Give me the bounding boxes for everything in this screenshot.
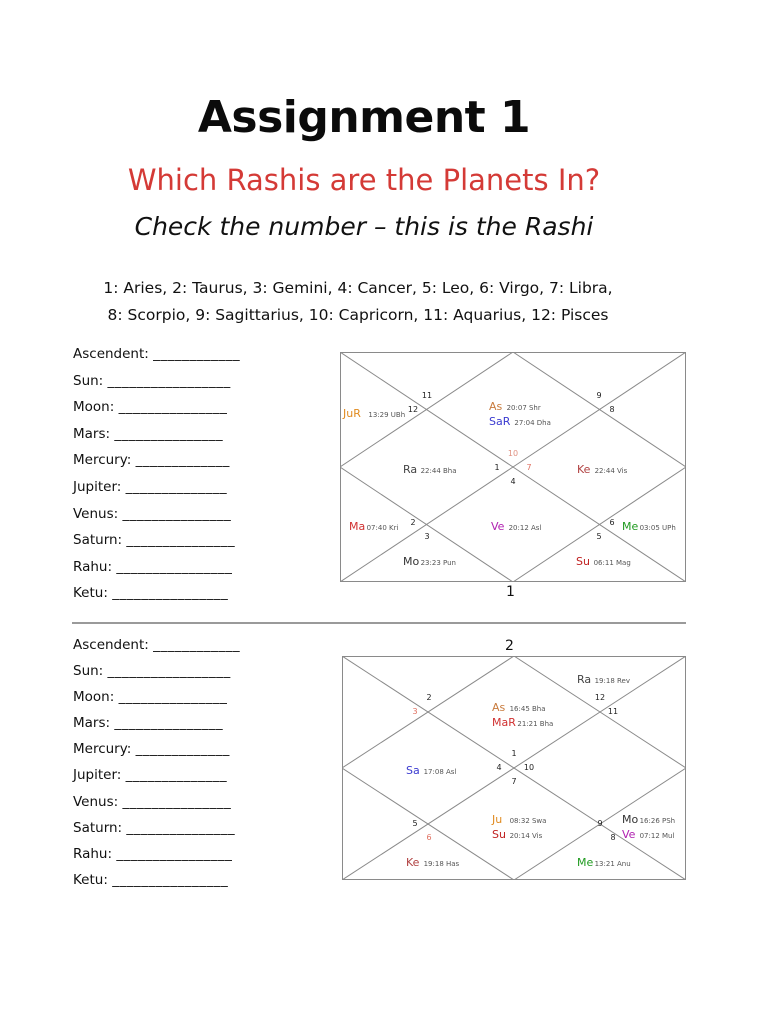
planet-detail: 20:07 Shr	[506, 404, 541, 412]
planet-as: As	[492, 701, 506, 714]
planet-ra: Ra	[577, 673, 592, 686]
house-number: 2	[426, 693, 432, 702]
section-divider	[72, 622, 686, 624]
planet-ve: Ve	[622, 828, 636, 841]
house-number: 1	[494, 463, 500, 472]
house-number: 12	[407, 405, 419, 414]
house-number: 6	[609, 518, 615, 527]
planet-ma: Ma	[349, 520, 366, 533]
question-sun[interactable]: Sun: _________________	[73, 663, 231, 680]
question-list-chart-1	[73, 341, 240, 607]
house-number: 7	[511, 777, 517, 786]
planet-ke: Ke	[577, 463, 591, 476]
question-saturn[interactable]: Saturn: _______________	[73, 532, 236, 549]
planet-detail: 27:04 Dha	[514, 419, 551, 427]
question-rahu[interactable]: Rahu: ________________	[73, 845, 233, 862]
house-number: 8	[610, 833, 616, 842]
question-saturn[interactable]: Saturn: _______________	[73, 819, 236, 836]
planet-detail: 03:05 UPh	[639, 524, 676, 532]
house-number: 9	[597, 819, 603, 828]
planet-mo: Mo	[403, 555, 420, 568]
planet-detail: 08:32 Swa	[509, 817, 547, 825]
question-jupiter[interactable]: Jupiter: ______________	[73, 478, 228, 495]
question-ascendent[interactable]: Ascendent: ____________	[73, 346, 241, 362]
house-number: 10	[507, 449, 519, 458]
planet-detail: 17:08 Asl	[423, 768, 457, 776]
planet-detail: 21:21 Bha	[517, 720, 554, 728]
question-mars[interactable]: Mars: _______________	[73, 715, 224, 732]
planet-detail: 19:18 Has	[423, 860, 460, 868]
house-number: 3	[424, 532, 430, 541]
question-ketu[interactable]: Ketu: ________________	[73, 871, 229, 888]
planet-detail: 20:12 Asl	[508, 524, 542, 532]
planet-jur: JuR	[343, 407, 361, 420]
planet-detail: 22:44 Bha	[420, 467, 457, 475]
planet-detail: 16:45 Bha	[509, 705, 546, 713]
birth-chart-1	[340, 352, 686, 582]
planet-me: Me	[577, 856, 594, 869]
house-number: 4	[510, 477, 516, 486]
birth-chart-2	[342, 656, 686, 880]
question-venus[interactable]: Venus: _______________	[73, 793, 232, 810]
planet-detail: 13:29 UBh	[368, 411, 406, 419]
planet-detail: 06:11 Mag	[593, 559, 631, 567]
house-number: 9	[596, 391, 602, 400]
house-number: 1	[511, 749, 517, 758]
question-rahu[interactable]: Rahu: ________________	[73, 558, 233, 575]
planet-ve: Ve	[491, 520, 505, 533]
planet-su: Su	[492, 828, 506, 841]
planet-ra: Ra	[403, 463, 418, 476]
house-number: 12	[594, 693, 606, 702]
house-number: 11	[607, 707, 619, 716]
planet-detail: 07:12 Mul	[639, 832, 675, 840]
house-number: 6	[426, 833, 432, 842]
planet-ju: Ju	[492, 813, 503, 826]
planet-detail: 20:14 Vis	[509, 832, 543, 840]
house-number: 10	[523, 763, 535, 772]
question-sun[interactable]: Sun: _________________	[73, 372, 231, 389]
planet-ke: Ke	[406, 856, 420, 869]
planet-detail: 23:23 Pun	[420, 559, 456, 567]
planet-su: Su	[576, 555, 590, 568]
question-mars[interactable]: Mars: _______________	[73, 425, 224, 442]
chart-1-number: 1	[506, 584, 515, 600]
question-ascendent[interactable]: Ascendent: ____________	[73, 637, 241, 653]
instruction-text: Check the number – this is the Rashi	[134, 212, 594, 241]
chart-2-number: 2	[505, 638, 514, 654]
question-mercury[interactable]: Mercury: _____________	[73, 741, 230, 758]
question-moon[interactable]: Moon: _______________	[73, 689, 228, 706]
chart-2-grid	[342, 656, 686, 880]
planet-detail: 22:44 Vis	[594, 467, 628, 475]
question-venus[interactable]: Venus: _______________	[73, 505, 232, 522]
planet-as: As	[489, 400, 503, 413]
question-moon[interactable]: Moon: _______________	[73, 399, 228, 416]
page-title: Assignment 1	[197, 92, 531, 143]
question-list-chart-2	[73, 632, 240, 893]
planet-detail: 13:21 Anu	[594, 860, 631, 868]
planet-sar: SaR	[489, 415, 511, 428]
chart-1-grid	[340, 352, 686, 582]
planet-detail: 16:26 PSh	[639, 817, 676, 825]
planet-detail: 19:18 Rev	[594, 677, 631, 685]
planet-mo: Mo	[622, 813, 639, 826]
question-ketu[interactable]: Ketu: ________________	[73, 585, 229, 602]
house-number: 2	[410, 518, 416, 527]
house-number: 5	[412, 819, 418, 828]
planet-me: Me	[622, 520, 639, 533]
planet-detail: 07:40 Kri	[366, 524, 399, 532]
question-mercury[interactable]: Mercury: _____________	[73, 452, 230, 469]
planet-sa: Sa	[406, 764, 420, 777]
house-number: 7	[526, 463, 532, 472]
house-number: 11	[421, 391, 433, 400]
question-jupiter[interactable]: Jupiter: ______________	[73, 767, 228, 784]
house-number: 5	[596, 532, 602, 541]
house-number: 4	[496, 763, 502, 772]
planet-mar: MaR	[492, 716, 516, 729]
house-number: 8	[609, 405, 615, 414]
house-number: 3	[412, 707, 418, 716]
rashi-legend-line-2: 8: Scorpio, 9: Sagittarius, 10: Capricorn, 11: Aquarius, 12: Pisces	[107, 306, 609, 324]
rashi-legend-line-1: 1: Aries, 2: Taurus, 3: Gemini, 4: Cancer, 5: Leo, 6: Virgo, 7: Libra,	[103, 279, 613, 297]
page-subtitle: Which Rashis are the Planets In?	[127, 163, 601, 197]
